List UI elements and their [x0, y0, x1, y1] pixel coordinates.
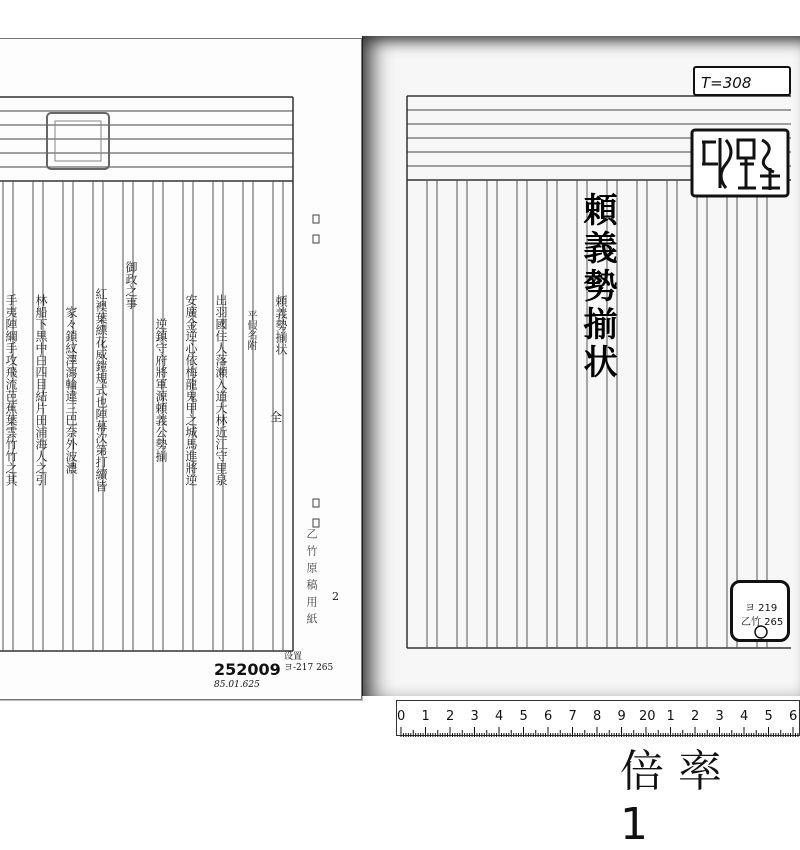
stamp-note: 设置 ヨ-217 265 [284, 652, 334, 673]
manuscript-column-8: 家々鎖紋澤瀉輪違三巴奈外波濃 [64, 306, 78, 474]
manuscript-column-1: 頼義勢揃状 [274, 295, 288, 355]
ruler-tick-label: 3 [470, 709, 479, 724]
ruler-tick-label: 0 [397, 709, 406, 724]
serial-number: 252009 [214, 660, 281, 679]
manuscript-column-9: 林船下黒中白四目結片田浦海人之引 [34, 294, 48, 486]
manuscript-column-6: 御政之事 [124, 261, 138, 309]
ruler-tick-label: 3 [715, 709, 724, 724]
holder-stamp-line2: 乙竹 265 [741, 617, 784, 628]
manuscript-column-2: 平假名附 [245, 310, 256, 350]
page-number: 2 [332, 590, 339, 603]
holder-stamp [730, 580, 790, 642]
stamp-circle-icon [751, 625, 771, 639]
ruler-tick-label: 5 [519, 709, 528, 724]
document-title: 頼義勢揃状 [577, 192, 617, 382]
holder-stamp-line1: ヨ 219 [745, 603, 778, 614]
magnification-caption: 倍率 1 [620, 746, 736, 850]
ruler-tick-label: 8 [593, 709, 602, 724]
ruler-tick-label: 2 [446, 709, 455, 724]
ruler-tick-label: 4 [740, 709, 749, 724]
catalog-code-box: T=308 [693, 66, 791, 96]
side-mark: 全 [270, 410, 283, 424]
manuscript-column-5: 逆鎮守府將軍源頼義公勢揃 [154, 318, 168, 462]
ruler-tick-label: 1 [421, 709, 430, 724]
manuscript-column-10: 手夷陣綱手攻飛流芭蕉葉雲竹竹之其 [4, 294, 18, 486]
ruler-tick-label: 1 [666, 709, 675, 724]
ruler-tick-label: 9 [617, 709, 626, 724]
ruler-tick-label: 20 [639, 709, 656, 724]
collector-seal-icon [690, 128, 790, 198]
ruler-tick-label: 6 [544, 709, 553, 724]
small-note: 85.01.625 [214, 680, 260, 690]
paper-label: 乙竹原稿用紙 [305, 528, 318, 630]
ruler-tick-label: 7 [568, 709, 577, 724]
ruler-tick-label: 4 [495, 709, 504, 724]
measuring-ruler [396, 700, 800, 736]
ruler-tick-label: 6 [789, 709, 798, 724]
manuscript-column-3: 出羽國住人落瀬入道大林近江守里泉 [214, 294, 228, 486]
manuscript-column-7: 紅襖葉縹花威鎧規式也陣幕次第打續皆 [94, 288, 108, 492]
manuscript-column-4: 安廣金逆心依梅龍鬼甲之城馬進將逆 [184, 294, 198, 486]
ruler-tick-label: 5 [764, 709, 773, 724]
ruler-tick-label: 2 [691, 709, 700, 724]
